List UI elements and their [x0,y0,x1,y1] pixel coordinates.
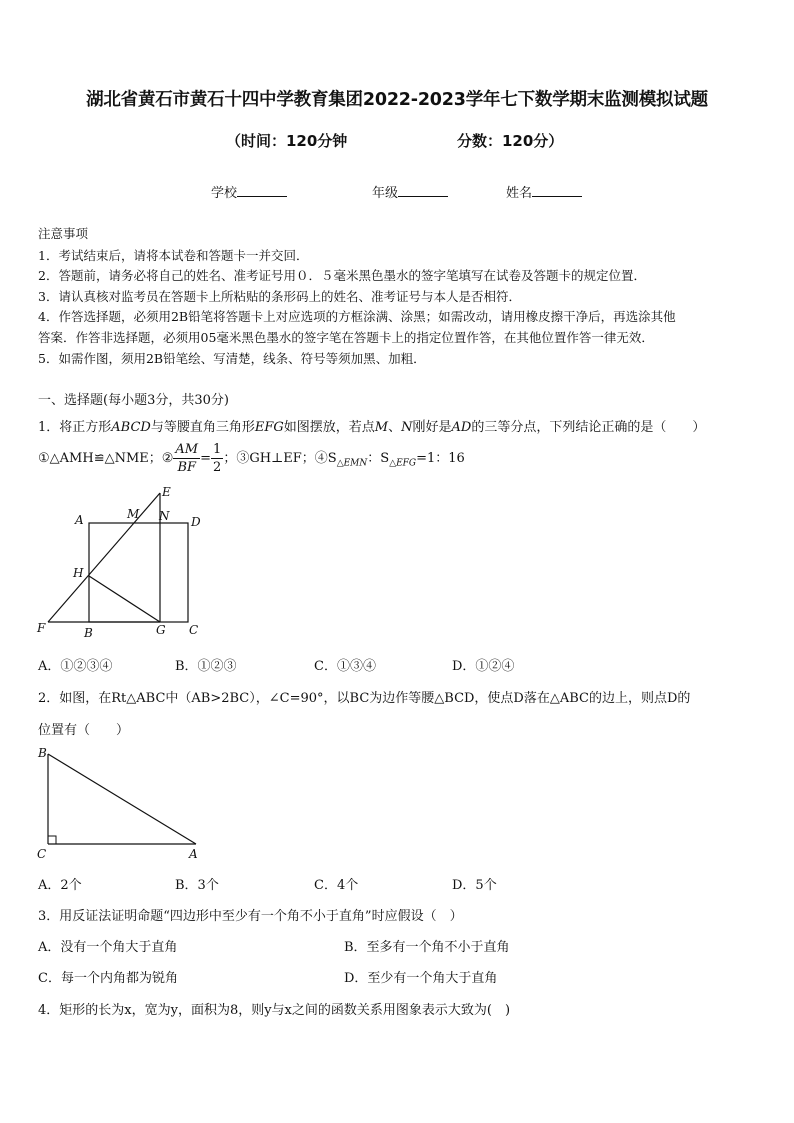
q1-text: 的三等分点，下列结论正确的是（ ） [471,420,706,435]
q1-option-c: C．①③④ [314,659,376,674]
q3-option-a: A．没有一个角大于直角 [38,940,178,955]
q2-option-b: B．3个 [175,878,219,893]
label-b: B [38,746,47,760]
label-c: C [37,847,47,861]
q1-sep: 、 [388,420,402,435]
q1-stem [38,416,705,435]
q1-ratio: =1：16 [416,451,465,466]
q1-statement-1: ①△AMH≌△NME；② [38,451,174,466]
q1-option-a: A．①②③④ [38,659,113,674]
q1-sub-efg: △EFG [389,458,417,469]
q1-figure [34,484,214,644]
q2-option-d: D．5个 [452,878,497,893]
q2-figure [34,742,214,867]
q1-efg: EFG [254,420,284,435]
notes-heading: 注意事项 [38,226,89,241]
exam-score: 分数：120分） [457,132,564,150]
school-field [211,182,287,201]
label-g: G [156,623,166,637]
q1-text: 与等腰直角三角形 [150,420,255,435]
line-fe [48,493,160,622]
q1-m: M [374,420,389,435]
q3-option-b: B．至多有一个角不小于直角 [344,940,510,955]
q1-colon: ：S [367,451,390,466]
line-ba [48,754,196,844]
q2-stem-line1: 2．如图，在Rt△ABC中（AB>2BC），∠C=90°，以BC为边作等腰△BCD，使点D落在△ABC的边上，则点D的 [38,691,691,706]
q1-text: 如图摆放，若点 [283,420,375,435]
q1-half-den: 2 [213,460,222,475]
q1-frac-den: BF [177,460,197,475]
note-item: 3．请认真核对监考员在答题卡上所粘贴的条形码上的姓名、准考证号与本人是否相符． [38,289,521,304]
label-c: C [189,623,199,637]
q3-option-c: C．每一个内角都为锐角 [38,971,178,986]
label-m: M [127,507,140,521]
q3-option-d: D．至少有一个角大于直角 [344,971,498,986]
grade-field [372,182,448,201]
section-heading: 一、选择题(每小题3分，共30分) [38,393,229,408]
label-n: N [159,509,170,523]
q1-n: N [401,420,413,435]
square-abcd [89,523,188,622]
q1-fraction [173,441,200,476]
name-blank [532,184,582,197]
label-d: D [191,515,201,529]
note-item: 5．如需作图，须用2B铅笔绘、写清楚，线条、符号等须加黑、加粗． [38,351,426,366]
q1-frac-num: AM [175,442,199,457]
label-b: B [84,626,93,640]
note-item: 2．答题前，请务必将自己的姓名、准考证号用０．５毫米黑色墨水的签字笔填写在试卷及答题卡的规定位置． [38,268,646,283]
label-h: H [73,566,84,580]
q4-stem: 4．矩形的长为x，宽为y，面积为8，则y与x之间的函数关系用图象表示大致为( ) [38,1003,511,1018]
q1-text: 1．将正方形 [38,420,112,435]
q1-statements [38,441,465,476]
exam-time: （时间：120分钟 [226,132,348,150]
q1-text: 刚好是 [412,420,452,435]
name-field [506,182,582,201]
q1-abcd: ABCD [111,420,151,435]
grade-blank [398,184,448,197]
label-f: F [37,621,46,635]
q1-equals: = [200,451,212,466]
label-a: A [189,847,198,861]
q1-option-d: D．①②④ [452,659,515,674]
right-angle-mark [48,836,56,844]
label-e: E [162,485,171,499]
label-a: A [75,513,84,527]
note-item: 4．作答选择题，必须用2B铅笔将答题卡上对应选项的方框涂满、涂黑；如需改动，请用橡皮擦干净后，再选涂其他 [38,309,676,324]
note-item: 答案．作答非选择题，必须用05毫米黑色墨水的签字笔在答题卡上的指定位置作答，在其他位置作答一律无效． [38,330,654,345]
school-blank [237,184,287,197]
grade-label: 年级 [372,186,399,201]
q1-statement-3: ；③GH⊥EF；④S [223,451,337,466]
q1-sub-emn: △EMN [336,458,368,469]
q1-option-b: B．①②③ [175,659,237,674]
note-item: 1．考试结束后，请将本试卷和答题卡一并交回． [38,248,309,263]
q2-option-c: C．4个 [314,878,359,893]
q2-stem-line2: 位置有（ ） [38,723,130,738]
q1-ad: AD [451,420,472,435]
name-label: 姓名 [506,186,533,201]
line-hg [89,576,160,622]
q1-half [211,441,223,476]
paper-title: 湖北省黄石市黄石十四中学教育集团2022-2023学年七下数学期末监测模拟试题 [86,90,708,110]
q3-stem: 3．用反证法证明命题“四边形中至少有一个角不小于直角”时应假设（ ） [38,909,463,924]
school-label: 学校 [211,186,238,201]
q2-option-a: A．2个 [38,878,82,893]
q1-half-num: 1 [213,442,222,457]
